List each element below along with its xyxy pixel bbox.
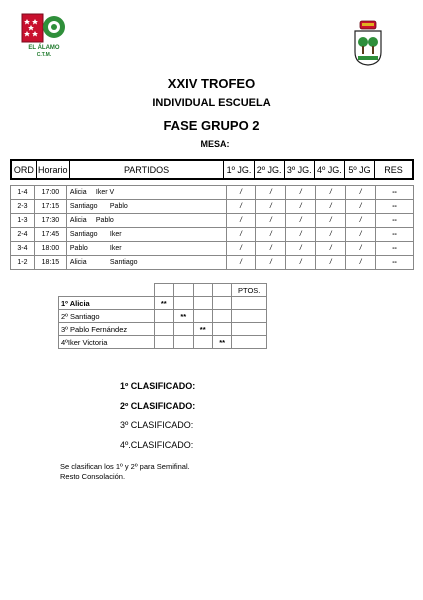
match-row bbox=[11, 228, 414, 242]
player-one: Santiago bbox=[69, 203, 98, 210]
match-row bbox=[11, 186, 414, 200]
points-header: PTOS. bbox=[232, 284, 267, 297]
player-two: Pablo bbox=[95, 217, 114, 224]
match-order: 1-2 bbox=[11, 256, 35, 270]
game-score: / bbox=[226, 186, 256, 200]
qualification-note bbox=[60, 462, 190, 482]
player-two: Iker V bbox=[95, 189, 115, 196]
player-name: 2º Santiago bbox=[59, 310, 155, 323]
head-to-head-cell bbox=[212, 323, 231, 336]
match-time: 17:30 bbox=[34, 214, 66, 228]
header-result: RES bbox=[374, 160, 413, 179]
match-time: 17:45 bbox=[34, 228, 66, 242]
player-one: Pablo bbox=[69, 245, 88, 252]
game-score: / bbox=[346, 200, 376, 214]
match-time: 17:15 bbox=[34, 200, 66, 214]
player-two: Santiago bbox=[109, 259, 138, 266]
standings-row bbox=[59, 323, 267, 336]
game-score: / bbox=[316, 242, 346, 256]
standings-table bbox=[58, 283, 267, 349]
standings-row bbox=[59, 297, 267, 310]
game-score: / bbox=[316, 200, 346, 214]
note-line-consolation: Resto Consolación. bbox=[60, 472, 126, 481]
game-score: / bbox=[256, 200, 286, 214]
game-score: / bbox=[226, 214, 256, 228]
game-score: / bbox=[286, 214, 316, 228]
coat-of-arms-logo bbox=[353, 20, 383, 66]
game-score: / bbox=[256, 214, 286, 228]
head-to-head-cell bbox=[193, 336, 212, 349]
standings-row bbox=[59, 336, 267, 349]
head-to-head-cell: ** bbox=[174, 310, 193, 323]
table-label: MESA: bbox=[200, 139, 230, 149]
head-to-head-cell bbox=[174, 323, 193, 336]
header-game-4: 4º JG. bbox=[314, 160, 344, 179]
header-game-1: 1º JG. bbox=[224, 160, 254, 179]
club-logo bbox=[21, 13, 67, 57]
match-result: -- bbox=[376, 228, 414, 242]
game-score: / bbox=[316, 186, 346, 200]
game-score: / bbox=[316, 256, 346, 270]
match-time: 18:00 bbox=[34, 242, 66, 256]
match-order: 1-4 bbox=[11, 186, 35, 200]
match-order: 2-4 bbox=[11, 228, 35, 242]
classified-1: 1º CLASIFICADO: bbox=[120, 381, 196, 391]
standings-row bbox=[59, 310, 267, 323]
match-order: 3-4 bbox=[11, 242, 35, 256]
game-score: / bbox=[226, 228, 256, 242]
player-two: Iker bbox=[109, 245, 122, 252]
head-to-head-cell bbox=[154, 336, 173, 349]
game-score: / bbox=[256, 242, 286, 256]
match-time: 18:15 bbox=[34, 256, 66, 270]
match-result: -- bbox=[376, 186, 414, 200]
match-header-table bbox=[10, 159, 414, 180]
head-to-head-cell: ** bbox=[154, 297, 173, 310]
game-score: / bbox=[346, 256, 376, 270]
match-players bbox=[66, 186, 226, 200]
header-game-3: 3º JG. bbox=[284, 160, 314, 179]
head-to-head-cell: ** bbox=[212, 336, 231, 349]
phase-title: FASE GRUPO 2 bbox=[163, 118, 260, 133]
player-two: Iker bbox=[109, 231, 122, 238]
standings-header-row bbox=[59, 284, 267, 297]
game-score: / bbox=[256, 228, 286, 242]
match-row bbox=[11, 214, 414, 228]
game-score: / bbox=[286, 228, 316, 242]
head-to-head-cell bbox=[212, 310, 231, 323]
header-game-5: 5º JG bbox=[344, 160, 374, 179]
match-row bbox=[11, 242, 414, 256]
match-players bbox=[66, 214, 226, 228]
game-score: / bbox=[226, 242, 256, 256]
game-score: / bbox=[256, 186, 286, 200]
club-logo-bottom-text: C.T.M. bbox=[36, 52, 52, 57]
game-score: / bbox=[316, 214, 346, 228]
player-one: Santiago bbox=[69, 231, 98, 238]
game-score: / bbox=[286, 256, 316, 270]
header-row bbox=[11, 160, 413, 179]
game-score: / bbox=[346, 214, 376, 228]
note-line-semifinal: Se clasifican los 1º y 2º para Semifinal. bbox=[60, 462, 190, 471]
club-logo-top-text: EL ÁLAMO bbox=[28, 45, 60, 51]
match-order: 1-3 bbox=[11, 214, 35, 228]
match-time: 17:00 bbox=[34, 186, 66, 200]
match-row bbox=[11, 256, 414, 270]
head-to-head-cell bbox=[174, 336, 193, 349]
player-name: 1º Alicia bbox=[59, 297, 155, 310]
player-name: 4ºIker Victoria bbox=[59, 336, 155, 349]
points-cell bbox=[232, 336, 267, 349]
match-players bbox=[66, 256, 226, 270]
game-score: / bbox=[286, 186, 316, 200]
match-players bbox=[66, 242, 226, 256]
game-score: / bbox=[286, 242, 316, 256]
classified-2: 2º CLASIFICADO: bbox=[120, 401, 196, 411]
match-result: -- bbox=[376, 256, 414, 270]
classified-3: 3º CLASIFICADO: bbox=[120, 420, 194, 430]
game-score: / bbox=[346, 228, 376, 242]
header-ord: ORD bbox=[11, 160, 36, 179]
points-cell bbox=[232, 297, 267, 310]
game-score: / bbox=[226, 200, 256, 214]
player-name: 3º Pablo Fernández bbox=[59, 323, 155, 336]
head-to-head-cell bbox=[174, 297, 193, 310]
game-score: / bbox=[226, 256, 256, 270]
head-to-head-cell: ** bbox=[193, 323, 212, 336]
match-result: -- bbox=[376, 242, 414, 256]
match-order: 2-3 bbox=[11, 200, 35, 214]
player-one: Alicia bbox=[69, 217, 87, 224]
head-to-head-cell bbox=[193, 297, 212, 310]
header-matches: PARTIDOS bbox=[69, 160, 224, 179]
match-row bbox=[11, 200, 414, 214]
match-result: -- bbox=[376, 214, 414, 228]
player-one: Alicia bbox=[69, 189, 87, 196]
matches-table bbox=[10, 185, 414, 270]
points-cell bbox=[232, 323, 267, 336]
head-to-head-cell bbox=[193, 310, 212, 323]
header-time: Horario bbox=[36, 160, 69, 179]
player-one: Alicia bbox=[69, 259, 87, 266]
head-to-head-cell bbox=[154, 323, 173, 336]
match-players bbox=[66, 228, 226, 242]
game-score: / bbox=[346, 242, 376, 256]
classified-4: 4º.CLASIFICADO: bbox=[120, 440, 194, 450]
tournament-subtitle: INDIVIDUAL ESCUELA bbox=[152, 97, 271, 109]
header-game-2: 2º JG. bbox=[254, 160, 284, 179]
game-score: / bbox=[346, 186, 376, 200]
game-score: / bbox=[256, 256, 286, 270]
points-cell bbox=[232, 310, 267, 323]
game-score: / bbox=[286, 200, 316, 214]
game-score: / bbox=[316, 228, 346, 242]
head-to-head-cell bbox=[212, 297, 231, 310]
tournament-title: XXIV TROFEO bbox=[167, 76, 256, 91]
match-players bbox=[66, 200, 226, 214]
head-to-head-cell bbox=[154, 310, 173, 323]
player-two: Pablo bbox=[109, 203, 128, 210]
match-result: -- bbox=[376, 200, 414, 214]
